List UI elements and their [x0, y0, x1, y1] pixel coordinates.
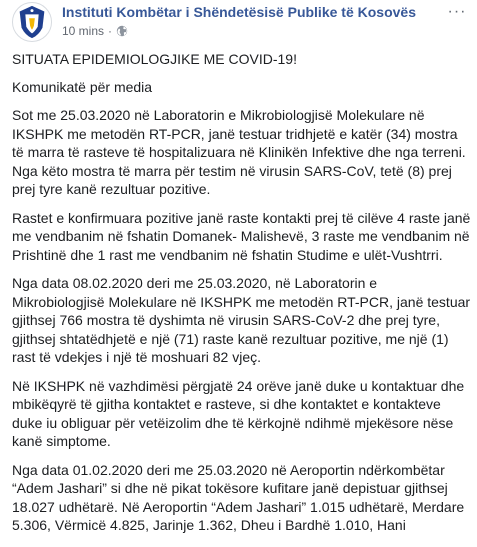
- globe-icon[interactable]: [116, 25, 128, 37]
- post-paragraph: Sot me 25.03.2020 në Laboratorin e Mikrobiologjisë Molekulare në IKSHPK me metodën RT-PCR, janë testuar tridhjetë e katër (34) mostra të marra të rasteve të hospitalizuara në Klinikën Infektive dhe nga terreni. Nga këto mostra të marra për testim në virusin SARS-CoV, tetë (8) prej prej tyre kanë rezultuar pozitive.: [12, 107, 466, 197]
- post-paragraph: Në IKSHPK në vazhdimësi përgjatë 24 orëve janë duke u kontaktuar dhe mbikëqyrë të gjitha kontaktet e rasteve, si dhe kontaktet e kontakteve duke iu obliguar për vetëizolim dhe të kërkojnë ndihmë mjekësore nëse kanë simptome.: [12, 377, 465, 449]
- post-header: [0, 0, 477, 50]
- post-paragraph: Komunikatë për media: [12, 78, 153, 95]
- more-options-icon[interactable]: ···: [447, 3, 467, 20]
- post-paragraph: Nga data 01.02.2020 deri me 25.03.2020 në Aeroportin ndërkombëtar “Adem Jashari” si dhe në pikat tokësore kufitare janë depistuar gjithsej 18.027 udhëtarë. Në Aeroportin “Adem Jashari” 1.015 udhëtarë, Merdare 5.306, Vërmicë 4.825, Jarinje 1.362, Dheu i Bardhë 1.010, Hani: [12, 461, 465, 533]
- page-name-link[interactable]: Instituti Kombëtar i Shëndetësisë Publike të Kosovës: [62, 4, 416, 20]
- post-text: [12, 50, 472, 545]
- ikshpk-logo-icon: [13, 3, 51, 41]
- meta-separator: ·: [108, 24, 113, 38]
- post-paragraph: Nga data 08.02.2020 deri me 25.03.2020, në Laboratorin e Mikrobiologjisë Molekulare në IKSHPK me metodën RT-PCR, janë testuar gjithsej 766 mostra të dyshimta në virusin SARS-CoV-2 dhe prej tyre, gjithsej shtatëdhjetë e një (71) raste kanë rezultuar pozitive, me një (1) rast të vdekjes i një të moshuari 82 vjeç.: [12, 275, 471, 365]
- post-meta: [62, 24, 128, 38]
- page-avatar[interactable]: [12, 2, 52, 42]
- post-paragraph: Rastet e konfirmuara pozitive janë raste kontakti prej të cilëve 4 raste janë me vendbanim në fshatin Domanek- Malishevë, 3 raste me vendbanim në Prishtinë dhe 1 rast me vendbanim në fshatin Studime e ulët-Vushtrri.: [12, 209, 471, 263]
- post-timestamp[interactable]: 10 mins: [62, 24, 105, 38]
- post-headline: SITUATA EPIDEMIOLOGJIKE ME COVID-19!: [12, 51, 297, 67]
